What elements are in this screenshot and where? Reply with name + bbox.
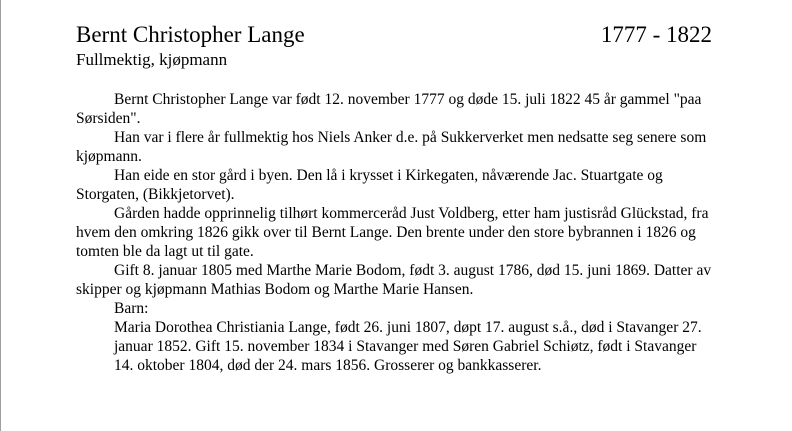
biography-paragraph-birth: Bernt Christopher Lange var født 12. november 1777 og døde 15. juli 1822 45 år gammel "paa Sørsiden". <box>76 91 702 127</box>
biography-paragraph-estate-history: Gården hadde opprinnelig tilhørt kommerceråd Just Voldberg, etter ham justisråd Glückstad, fra hvem den omkring 1826 gikk over til Bernt Lange. Den brente under den store bybrannen i 1826 og tomten ble da lagt ut til gate. <box>76 205 709 260</box>
child-entry: Maria Dorothea Christiania Lange, født 26. juni 1807, døpt 17. august s.å., død i Stavanger 27. januar 1852. Gift 15. november 1834 i Stavanger med Søren Gabriel Schiøtz, født i Stavanger 14. oktober 1804, død der 24. mars 1856. Grosserer og bankkasserer. <box>114 319 702 374</box>
person-name: Bernt Christopher Lange <box>76 22 305 47</box>
biography-body <box>76 90 716 375</box>
biography-paragraph-career: Han var i flere år fullmektig hos Niels Anker d.e. på Sukkerverket men nedsatte seg senere som kjøpmann. <box>76 129 707 165</box>
children-heading: Barn: <box>114 300 149 317</box>
page-left-border <box>0 0 1 431</box>
biography-paragraph-marriage: Gift 8. januar 1805 med Marthe Marie Bodom, født 3. august 1786, død 15. juni 1869. Datter av skipper og kjøpmann Mathias Bodom og Marthe Marie Hansen. <box>76 262 712 298</box>
person-years: 1777 - 1822 <box>600 22 712 47</box>
person-occupation: Fullmektig, kjøpmann <box>76 50 228 69</box>
document-page <box>76 22 716 375</box>
document-header <box>76 22 716 48</box>
biography-paragraph-property: Han eide en stor gård i byen. Den lå i krysset i Kirkegaten, nåværende Jac. Stuartgate og Storgaten, (Bikkjetorvet). <box>76 167 663 203</box>
